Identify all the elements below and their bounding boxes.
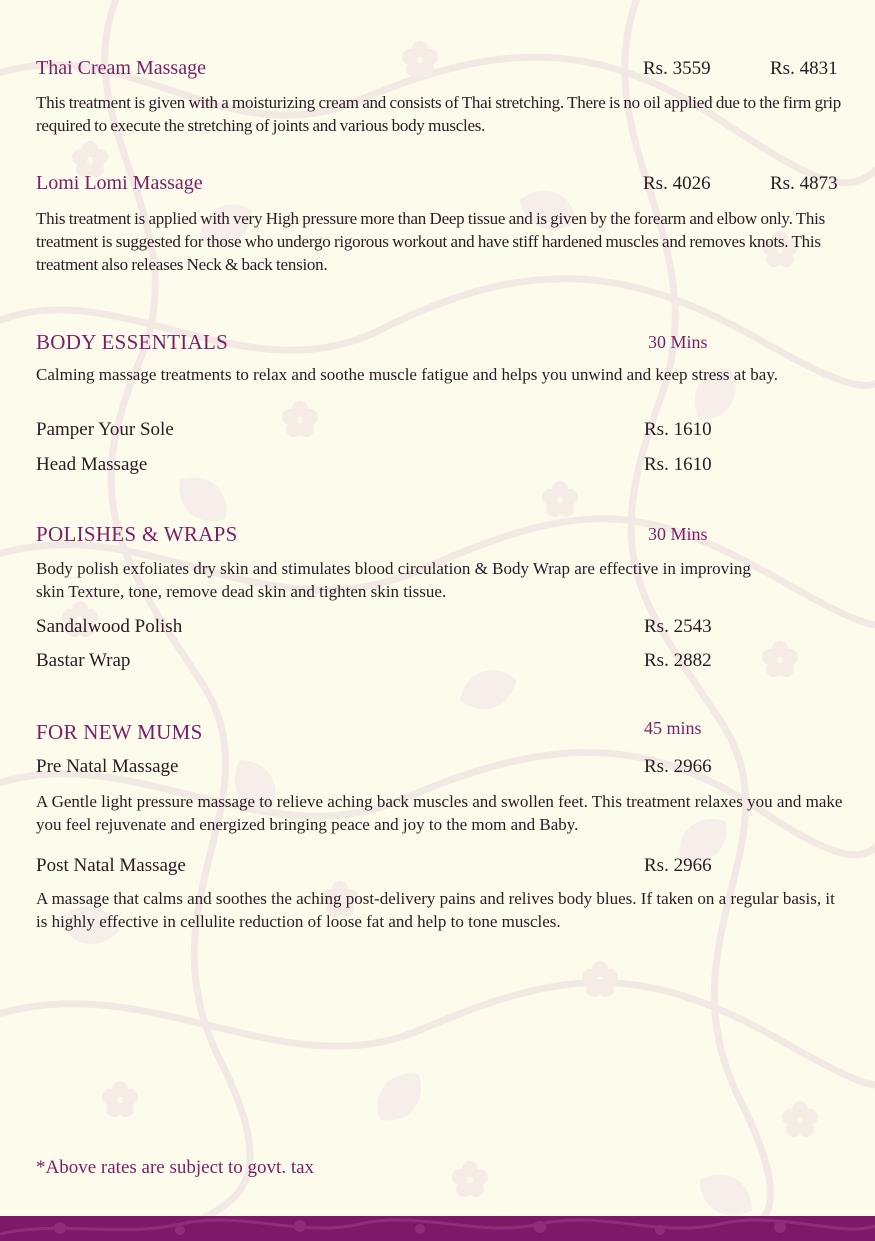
menu-item-name: Head Massage [36,454,148,475]
menu-item-price: Rs. 1610 [644,419,712,440]
treatment-name: Lomi Lomi Massage [36,172,203,194]
menu-item-price: Rs. 2966 [644,756,712,777]
menu-item-name: Pamper Your Sole [36,419,174,440]
menu-item-name: Post Natal Massage [36,855,186,876]
section-heading-polishes-wraps: POLISHES & WRAPS [36,522,238,546]
section-duration: 30 Mins [648,524,708,544]
menu-item-name: Sandalwood Polish [36,616,183,637]
tax-footnote: *Above rates are subject to govt. tax [36,1157,315,1178]
section-heading-body-essentials: BODY ESSENTIALS [36,330,229,354]
section-description: Calming massage treatments to relax and soothe muscle fatigue and helps you unwind and keep stress at bay. [36,365,778,384]
bar-pattern [0,1216,875,1241]
menu-item-price: Rs. 1610 [644,454,712,475]
menu-item-price: Rs. 2966 [644,855,712,876]
treatment-price-2: Rs. 4831 [770,58,838,79]
menu-item-name: Pre Natal Massage [36,756,179,777]
treatment-description: This treatment is applied with very High pressure more than Deep tissue and is given by the forearm and elbow only. This treatment is suggested for those who undergo rigorous workout and have stiff hardened muscles and removes knots. This treatment also releases Neck & back tension. [36,209,825,274]
section-duration: 45 mins [644,718,702,738]
treatment-description: This treatment is given with a moisturizing cream and consists of Thai stretching. There is no oil applied due to the firm grip required to execute the stretching of joints and various body muscles. [36,93,842,135]
treatment-price-1: Rs. 4026 [643,173,711,194]
menu-item-price: Rs. 2882 [644,650,712,671]
menu-item-name: Bastar Wrap [36,650,131,671]
section-duration: 30 Mins [648,332,708,352]
menu-item-description: A massage that calms and soothes the aching post-delivery pains and relives body blues. If taken on a regular basis, it is highly effective in cellulite reduction of loose fat and help to tone muscles. [36,889,835,931]
treatment-price-2: Rs. 4873 [770,173,838,194]
bottom-decorative-bar [0,1216,875,1241]
menu-item-price: Rs. 2543 [644,616,712,637]
treatment-name: Thai Cream Massage [36,57,206,79]
section-description: Body polish exfoliates dry skin and stimulates blood circulation & Body Wrap are effective in improving skin Texture, tone, remove dead skin and tighten skin tissue. [36,559,751,601]
treatment-price-1: Rs. 3559 [643,58,711,79]
section-heading-new-mums: FOR NEW MUMS [36,720,203,744]
menu-item-description: A Gentle light pressure massage to relieve aching back muscles and swollen feet. This treatment relaxes you and make you feel rejuvenate and energized bringing peace and joy to the mom and Baby. [36,792,843,834]
